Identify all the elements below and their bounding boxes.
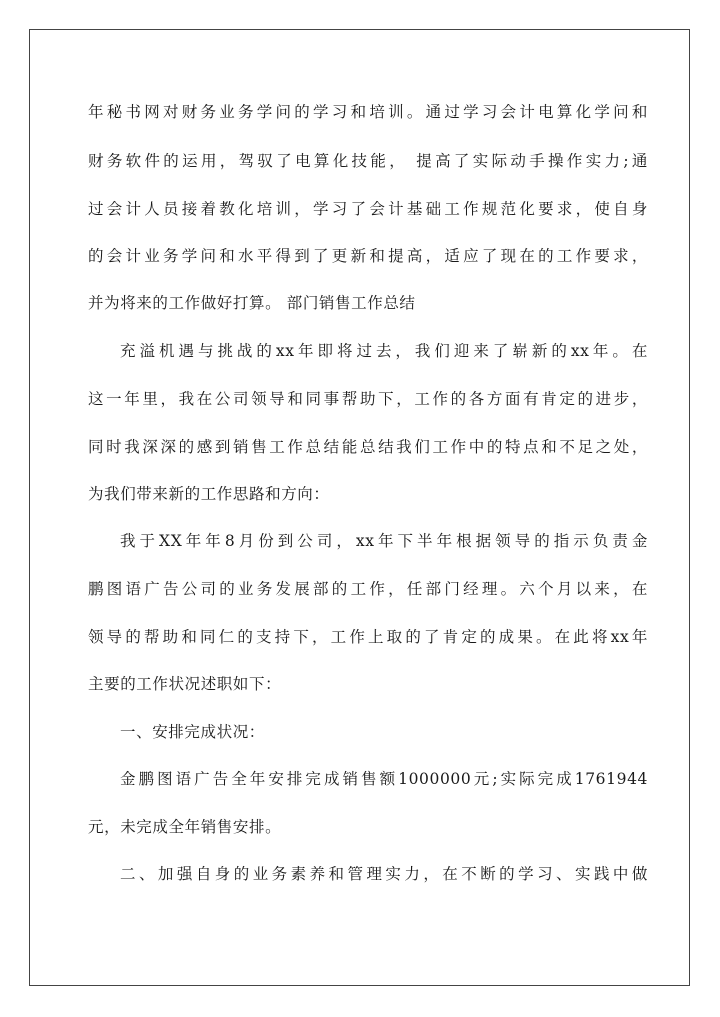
text-line: 鹏图语广告公司的业务发展部的工作，任部门经理。六个月以来，在 bbox=[88, 580, 648, 598]
paragraph-first-line: 金鹏图语广告全年安排完成销售额1000000元;实际完成1761944 bbox=[120, 770, 648, 788]
text-line: 同时我深深的感到销售工作总结能总结我们工作中的特点和不足之处， bbox=[88, 438, 648, 456]
text-line: 领导的帮助和同仁的支持下，工作上取的了肯定的成果。在此将xx年 bbox=[88, 628, 648, 646]
text-line: 主要的工作状况述职如下： bbox=[88, 675, 282, 693]
paragraph-first-line: 充溢机遇与挑战的xx年即将过去，我们迎来了崭新的xx年。在 bbox=[120, 342, 648, 360]
text-line: 元，未完成全年销售安排。 bbox=[88, 818, 282, 836]
text-line: 财务软件的运用，驾驭了电算化技能， 提高了实际动手操作实力;通 bbox=[88, 152, 648, 170]
text-line: 年秘书网对财务业务学问的学习和培训。通过学习会计电算化学问和 bbox=[88, 103, 648, 121]
section-heading: 一、安排完成状况： bbox=[120, 723, 265, 741]
text-line: 为我们带来新的工作思路和方向： bbox=[88, 485, 330, 503]
section-heading: 二、加强自身的业务素养和管理实力，在不断的学习、实践中做 bbox=[120, 865, 648, 883]
text-line: 的会计业务学问和水平得到了更新和提高，适应了现在的工作要求， bbox=[88, 247, 648, 265]
text-line: 这一年里，我在公司领导和同事帮助下，工作的各方面有肯定的进步， bbox=[88, 390, 648, 408]
text-line: 过会计人员接着教化培训，学习了会计基础工作规范化要求，使自身 bbox=[88, 200, 648, 218]
paragraph-first-line: 我于XX年年8月份到公司，xx年下半年根据领导的指示负责金 bbox=[120, 532, 648, 550]
text-line: 并为将来的工作做好打算。 部门销售工作总结 bbox=[88, 294, 416, 312]
